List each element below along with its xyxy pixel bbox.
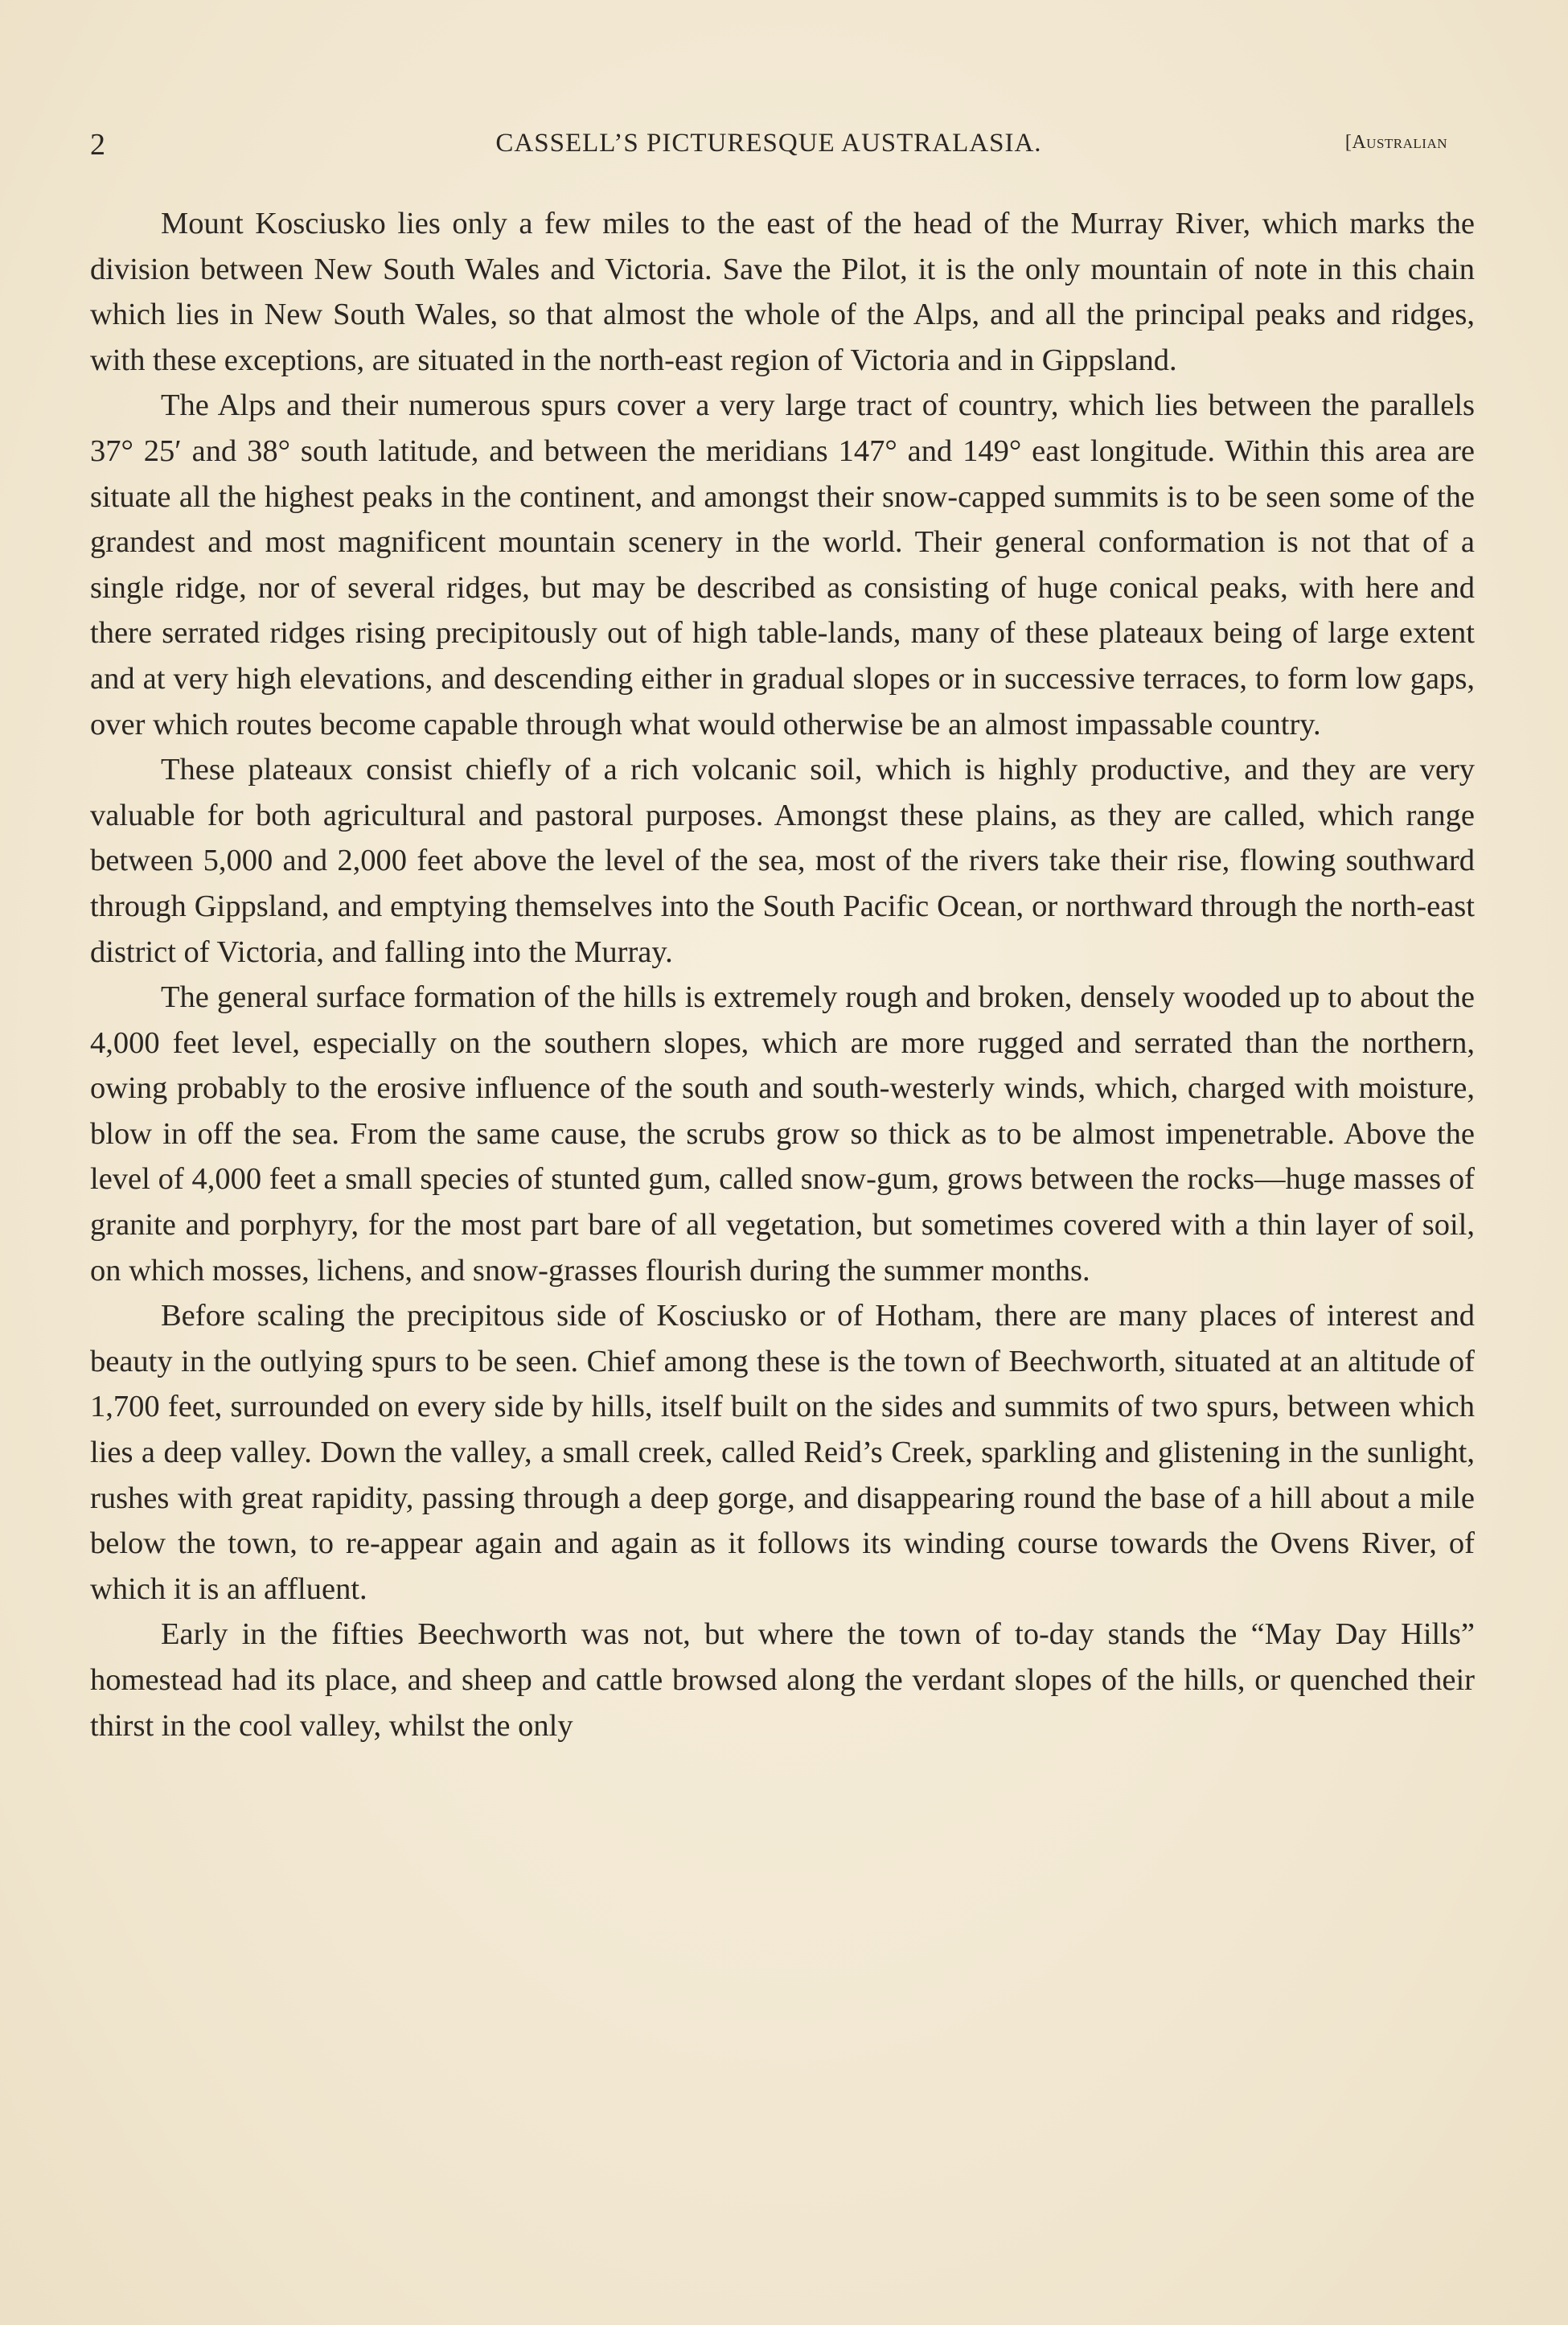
paragraph-2: The Alps and their numerous spurs cover a very large tract of country, which lies between the parallels 37° 25′ and 38° south latitude, and between the meridians 147° and 149° east longitude. Within this area are situate all the highest peaks in the continent, and amongst their snow-capped summits is to be seen some of the grandest and most magnificent mountain scenery in the world. Their general conformation is not that of a single ridge, nor of several ridges, but may be described as consisting of huge conical peaks, with here and there serrated ridges rising precipitously out of high table-lands, many of these plateaux being of large extent and at very high elevations, and descending either in gradual slopes or in successive terraces, to form low gaps, over which routes become capable through what would otherwise be an almost impassable country. [90, 388, 1475, 741]
running-head [90, 127, 1447, 167]
running-section: [Australian [1344, 132, 1447, 153]
paragraph-6: Early in the fifties Beechworth was not, but where the town of to-day stands the “May Day Hills” homestead had its place, and sheep and cattle browsed along the verdant slopes of the hills, or quenched their thirst in the cool valley, whilst the only [90, 1617, 1475, 1743]
paragraph-3: These plateaux consist chiefly of a rich volcanic soil, which is highly productive, and they are very valuable for both agricultural and pastoral purposes. Amongst these plains, as they are called, which range between 5,000 and 2,000 feet above the level of the sea, most of the rivers take their rise, flowing southward through Gippsland, and emptying themselves into the South Pacific Ocean, or northward through the north-east district of Victoria, and falling into the Murray. [90, 753, 1475, 969]
paragraph-1: Mount Kosciusko lies only a few miles to the east of the head of the Murray River, which marks the division between New South Wales and Victoria. Save the Pilot, it is the only mountain of note in this chain which lies in New South Wales, so that almost the whole of the Alps, and all the principal peaks and ridges, with these exceptions, are situated in the north-east region of Victoria and in Gippsland. [90, 207, 1475, 377]
paragraph-5: Before scaling the precipitous side of Kosciusko or of Hotham, there are many places of interest and beauty in the outlying spurs to be seen. Chief among these is the town of Beechworth, situated at an altitude of 1,700 feet, surrounded on every side by hills, itself built on the sides and summits of two spurs, between which lies a deep valley. Down the valley, a small creek, called Reid’s Creek, sparkling and glistening in the sunlight, rushes with great rapidity, passing through a deep gorge, and disappearing round the base of a hill about a mile below the town, to re-appear again and again as it follows its winding course towards the Ovens River, of which it is an affluent. [90, 1299, 1475, 1606]
running-title: CASSELL’S PICTURESQUE AUSTRALASIA. [495, 129, 1042, 158]
paragraph-4: The general surface formation of the hills is extremely rough and broken, densely wooded up to about the 4,000 feet level, especially on the southern slopes, which are more rugged and serrated than the northern, owing probably to the erosive influence of the south and south-westerly winds, which, charged with moisture, blow in off the sea. From the same cause, the scrubs grow so thick as to be almost impenetrable. Above the level of 4,000 feet a small species of stunted gum, called snow-gum, grows between the rocks—huge masses of granite and porphyry, for the most part bare of all vegetation, but sometimes covered with a thin layer of soil, on which mosses, lichens, and snow-grasses flourish during the summer months. [90, 980, 1475, 1288]
page-number: 2 [90, 128, 105, 162]
body-text [90, 201, 1475, 1748]
